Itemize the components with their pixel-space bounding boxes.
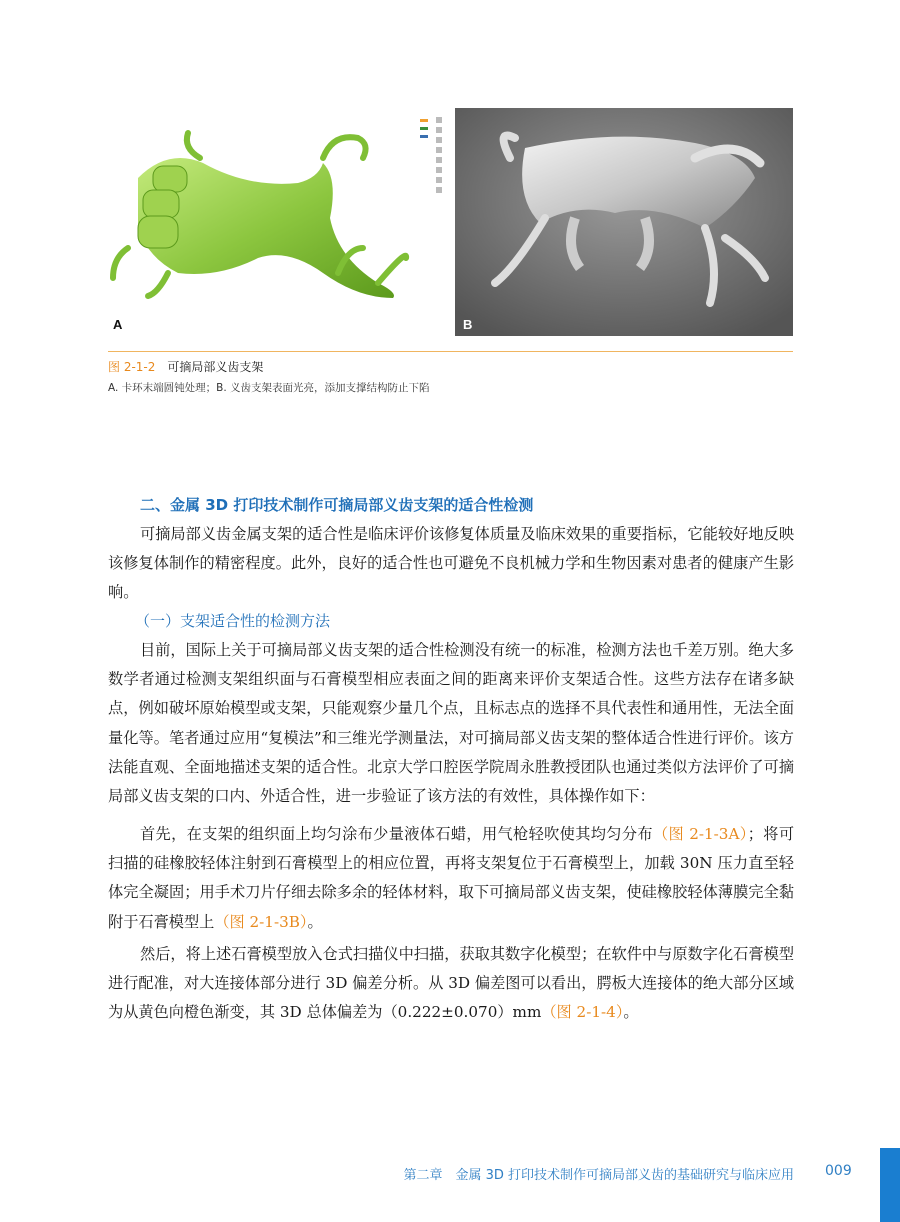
paragraph-3-text-b: ；将可扫描的硅橡胶轻体注射到石膏模型上的相应位置，再将支架复位于石膏模型上，加载 30N 压力直至轻体完全凝固；用手术刀片仔细去除多余的轻体材料，取下可摘局部义齿支架，使硅橡胶轻体薄膜完全黏附于石膏模型上: [108, 825, 795, 931]
paragraph-3-text-a: 首先，在支架的组织面上均匀涂布少量液体石蜡，用气枪轻吹使其均匀分布: [140, 825, 653, 843]
metal-framework-photo: [455, 108, 793, 336]
paragraph-4: [108, 940, 794, 1028]
figure-ref-2-1-4[interactable]: （图 2-1-4）: [541, 1003, 624, 1022]
caption-divider: [108, 351, 793, 352]
paragraph-3-text-c: 。: [307, 912, 323, 931]
software-toolbar-thumbnail: [420, 115, 450, 200]
figure-ref-2-1-3b[interactable]: （图 2-1-3B）: [214, 912, 308, 931]
paragraph-3: [108, 820, 794, 937]
paragraph-4-text-b: 。: [623, 1003, 639, 1022]
paragraph-2: 目前，国际上关于可摘局部义齿支架的适合性检测没有统一的标准，检测方法也千差万别。绝大多数学者通过检测支架组织面与石膏模型相应表面之间的距离来评价支架适合性。这些方法存在诸多缺点，例如破坏原始模型或支架，只能观察少量几个点，且标志点的选择不具代表性和通用性，无法全面量化等。笔者通过应用“复模法”和三维光学测量法，对可摘局部义齿支架的整体适合性进行评价。该方法能直观、全面地描述支架的适合性。北京大学口腔医学院周永胜教授团队也通过类似方法评价了可摘局部义齿支架的口内、外适合性，进一步验证了该方法的有效性，具体操作如下：: [108, 641, 794, 806]
page-number: 009: [825, 1163, 852, 1179]
subsection-heading: （一）支架适合性的检测方法: [135, 612, 331, 630]
panel-a-label: A: [113, 317, 123, 332]
paragraph-4-text-a: 然后，将上述石膏模型放入仓式扫描仪中扫描，获取其数字化模型；在软件中与原数字化石膏模型进行配准，对大连接体部分进行 3D 偏差分析。从 3D 偏差图可以看出，腭板大连接体的绝大部分区域为从黄色向橙色渐变，其 3D 总体偏差为（0.222±0.070）mm: [108, 945, 794, 1022]
figure-ref-2-1-3a[interactable]: （图 2-1-3A）: [652, 825, 748, 843]
chapter-tab-marker: [880, 1148, 900, 1222]
figure-panel-a-image: [108, 108, 438, 336]
section-heading: 二、金属 3D 打印技术制作可摘局部义齿支架的适合性检测: [140, 496, 534, 514]
paragraph-1: 可摘局部义齿金属支架的适合性是临床评价该修复体质量及临床效果的重要指标，它能较好地反映该修复体制作的精密程度。此外，良好的适合性也可避免不良机械力学和生物因素对患者的健康产生影响。: [108, 525, 794, 602]
toolbar-icons-graphic: [420, 115, 450, 200]
running-footer-title: 第二章 金属 3D 打印技术制作可摘局部义齿的基础研究与临床应用: [403, 1168, 794, 1183]
figure-caption: [108, 358, 263, 375]
figure-panel-b-image: [455, 108, 793, 336]
figure-title: 可摘局部义齿支架: [167, 360, 264, 374]
figure-note: A. 卡环末端圆钝处理；B. 义齿支架表面光亮，添加支撑结构防止下陷: [108, 382, 430, 394]
panel-b-label: B: [463, 317, 473, 332]
figure-number: 图 2-1-2: [108, 360, 156, 374]
green-framework-render: [108, 108, 438, 336]
